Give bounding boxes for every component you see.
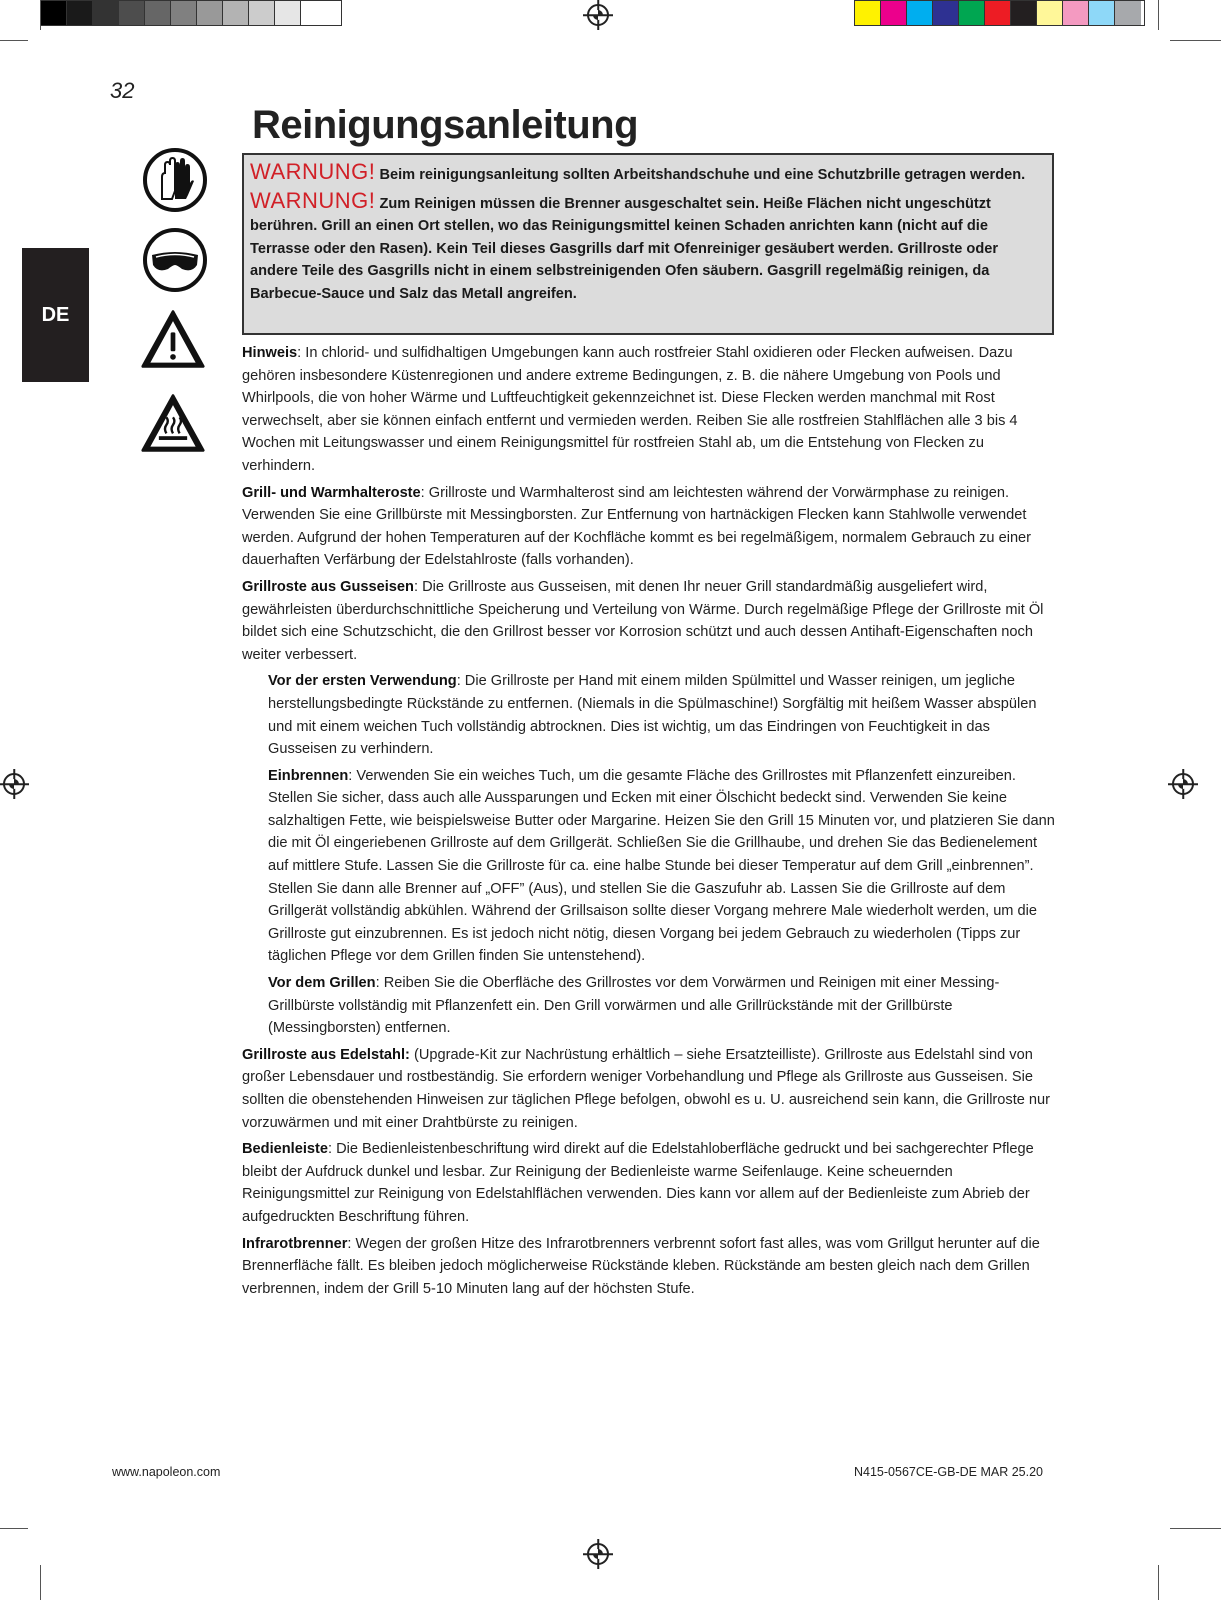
color-swatch bbox=[223, 1, 249, 25]
registration-mark-icon bbox=[587, 1543, 609, 1565]
section-grill-warmhalteroste: Grill- und Warmhalteroste: Grillroste und Warmhalterost sind am leichtesten während der Vorwärmphase zu reinigen. Verwenden Sie eine Grillbürste mit Messingborsten. Zur Entfernung von hartnäckigen Flecken kann Stahlwolle verwendet werden. Aufgrund der hohen Temperaturen auf der Kochfläche kommt es bei regelmäßigem, normalem Gebrauch zu einer dauerhaften Verfärbung der Edelstahlroste (falls vorhanden). bbox=[242, 484, 1032, 569]
color-swatch bbox=[171, 1, 197, 25]
color-swatch bbox=[1063, 1, 1089, 25]
color-swatch bbox=[119, 1, 145, 25]
section-text: (Upgrade-Kit zur Nachrüstung erhältlich – siehe Ersatzteilliste). Grillroste aus Edelstahl sind von großer Lebensdauer und rostbeständig. Sie erfordern weniger Vorbehandlung und Pflege als Grillroste aus Gusseisen. Sie sollten die obenstehenden Hinweisen zur täglichen Pflege befolgen, obwohl es u. U. ausreichend sein kann, die Grillroste nur vorzuwärmen und mit einer Drahtbürste zu reinigen. bbox=[242, 1046, 1051, 1131]
color-swatch bbox=[41, 1, 67, 25]
crop-mark bbox=[1170, 40, 1221, 41]
crop-mark bbox=[40, 1565, 41, 1600]
page-title: Reinigungsanleitung bbox=[252, 103, 639, 147]
color-swatch bbox=[907, 1, 933, 25]
registration-mark-icon bbox=[587, 4, 609, 26]
section-gusseisen: Grillroste aus Gusseisen: Die Grillroste aus Gusseisen, mit denen Ihr neuer Grill standardmäßig ausgeliefert wird, gewährleisten überdurchschnittliche Speicherung und Verteilung von Wärme. Durch regelmäßige Pflege der Grillroste mit Öl bildet sich eine Schutzschicht, die den Grillrost besser vor Korrosion schützt und auch dessen Antihaft-Eigenschaften noch weiter verbessert. bbox=[242, 578, 1044, 663]
section-edelstahl bbox=[242, 1044, 1057, 1134]
page-number: 32 bbox=[110, 78, 135, 103]
section-bedienleiste: Bedienleiste: Die Bedienleistenbeschriftung wird direkt auf die Edelstahloberfläche gedruckt und bei sachgerechter Pflege bleibt der Aufdruck dunkel und lesbar. Zur Reinigung der Bedienleiste warme Seifenlauge. Keine scheuernden Reinigungsmittel zur Reinigung von Edelstahlflächen verwenden. Dies kann vor allem auf der Bedienleiste zum Abrieb der aufgedruckten Beschriftung führen. bbox=[242, 1141, 1034, 1225]
color-swatch bbox=[959, 1, 985, 25]
registration-mark-icon bbox=[1172, 773, 1194, 795]
warning-label: WARNUNG! bbox=[250, 159, 376, 184]
section-heading: Vor der ersten Verwendung bbox=[268, 673, 457, 690]
color-swatch bbox=[1115, 1, 1141, 25]
section-heading: Grillroste aus Gusseisen bbox=[242, 578, 414, 595]
color-swatch bbox=[301, 1, 327, 25]
color-swatch bbox=[145, 1, 171, 25]
color-swatch bbox=[985, 1, 1011, 25]
section-text: In chlorid- und sulfidhaltigen Umgebungen kann auch rostfreier Stahl oxidieren oder Flecken aufweisen. Dazu gehören insbesondere Küstenregionen und andere extreme Bedingungen, z. B. die nähere Umgebung von Pools und Whirlpools, die von hoher Wärme und Luftfeuchtigkeit gekennzeichnet ist. Diese Flecken werden manchmal mit Rost verwechselt, aber sie können einfach entfernt und vermieden werden. Reiben Sie alle rostfreien Stahlflächen alle 3 bis 4 Wochen mit Leitungswasser und einem Reinigungsmittel für rostfreien Stahl ab, um die Entstehung von Flecken zu verhindern. bbox=[242, 345, 1018, 474]
section-heading: Grill- und Warmhalteroste bbox=[242, 484, 421, 501]
color-swatch bbox=[1037, 1, 1063, 25]
section-heading: Grillroste aus Edelstahl: bbox=[242, 1046, 410, 1063]
section-heading: Hinweis bbox=[242, 345, 298, 361]
section-hinweis: Hinweis: In chlorid- und sulfidhaltigen Umgebungen kann auch rostfreier Stahl oxidieren oder Flecken aufweisen. Dazu gehören insbesondere Küstenregionen und andere extreme Bedingungen, z. B. die nähere Umgebung von Pools und Whirlpools, die von hoher Wärme und Luftfeuchtigkeit gekennzeichnet ist. Diese Flecken werden manchmal mit Rost verwechselt, aber sie können einfach entfernt und vermieden werden. Reiben Sie alle rostfreien Stahlflächen alle 3 bis 4 Wochen mit Leitungswasser und einem Reinigungsmittel für rostfreien Stahl ab, um die Entstehung von Flecken zu verhindern. bbox=[242, 345, 1018, 474]
section-heading: Einbrennen bbox=[268, 767, 349, 784]
gloves-icon bbox=[142, 147, 208, 213]
section-text: Verwenden Sie ein weiches Tuch, um die gesamte Fläche des Grillrostes mit Pflanzenfett einzureiben. Stellen Sie sicher, dass auch alle Aussparungen und Ecken mit einer Ölschicht bedeckt sind. Verwenden Sie keine salzhaltigen Fette, wie beispielsweise Butter oder Margarine. Heizen Sie den Grill 15 Minuten vor, und platzieren Sie dann die mit Öl eingeriebenen Grillroste auf dem Grillgerät. Schließen Sie die Grillhaube, und drehen Sie das Bedienelement auf mittlere Stufe. Lassen Sie die Grillroste für ca. eine halbe Stunde bei dieser Temperatur auf dem Grill „einbrennen”. Stellen Sie dann alle Brenner auf „OFF” (Aus), und stellen Sie die Gaszufuhr ab. Lassen Sie die Grillroste auf dem Grillgerät vollständig abkühlen. Während der Grillsaison sollte dieser Vorgang mehrere Male wiederholt werden, um die Grillroste gut einzubrennen. Es ist jedoch nicht nötig, diesen Vorgang bei jedem Gebrauch zu wiederholen (Tipps zur täglichen Pflege vor dem Grillen finden Sie untenstehend). bbox=[268, 767, 1055, 965]
grayscale-color-bar bbox=[40, 0, 342, 26]
section-heading: Bedienleiste bbox=[242, 1141, 328, 1158]
body-text bbox=[242, 342, 1057, 1304]
section-heading: Vor dem Grillen bbox=[268, 975, 376, 992]
footer-website: www.napoleon.com bbox=[112, 1465, 221, 1479]
color-swatch bbox=[881, 1, 907, 25]
color-swatch bbox=[67, 1, 93, 25]
section-text: Die Bedienleistenbeschriftung wird direkt auf die Edelstahloberfläche gedruckt und bei sachgerechter Pflege bleibt der Aufdruck dunkel und lesbar. Zur Reinigung der Bedienleiste warme Seifenlauge. Keine scheuernden Reinigungsmittel zur Reinigung von Edelstahlflächen verwenden. Dies kann vor allem auf der Bedienleiste zum Abrieb der aufgedruckten Beschriftung führen. bbox=[242, 1141, 1034, 1225]
section-text: Grillroste und Warmhalterost sind am leichtesten während der Vorwärmphase zu reinigen. Verwenden Sie eine Grillbürste mit Messingborsten. Zur Entfernung von hartnäckigen Flecken kann Stahlwolle verwendet werden. Aufgrund der hohen Temperaturen auf der Kochfläche kommt es bei regelmäßigem, normalem Gebrauch zu einer dauerhaften Verfärbung der Edelstahlroste (falls vorhanden). bbox=[242, 484, 1032, 569]
registration-mark-icon bbox=[3, 773, 25, 795]
warning-label: WARNUNG! bbox=[250, 187, 376, 213]
color-swatch bbox=[249, 1, 275, 25]
safety-glasses-icon bbox=[142, 227, 208, 293]
warning-text: Zum Reinigen müssen die Brenner ausgeschaltet sein. Heiße Flächen nicht ungeschützt berühren. Grill an einen Ort stellen, wo das Reinigungsmittel keinen Schaden anrichten kann (nicht auf die Terrasse oder den Rasen). Kein Teil dieses Gasgrills darf mit Ofenreiniger gesäubert werden. Grillroste oder andere Teile des Gasgrills nicht in einem selbstreinigenden Ofen säubern. Gasgrill regelmäßig reinigen, da Barbecue-Sauce und Salz das Metall angreifen. bbox=[250, 195, 999, 302]
color-swatch bbox=[197, 1, 223, 25]
warning-text: Beim reinigungsanleitung sollten Arbeitshandschuhe und eine Schutzbrille getragen werden. bbox=[379, 167, 1026, 183]
section-text: Die Grillroste per Hand mit einem milden Spülmittel und Wasser reinigen, um jegliche herstellungsbedingte Rückstände zu entfernen. (Niemals in die Spülmaschine!) Sorgfältig mit heißem Wasser abspülen und mit einem weichen Tuch vollständig abtrocknen. Dies ist wichtig, um das Eindringen von Feuchtigkeit in das Gusseisen zu verhindern. bbox=[268, 673, 1037, 758]
color-swatch bbox=[855, 1, 881, 25]
warning-2 bbox=[250, 187, 1044, 306]
crop-mark bbox=[0, 1528, 28, 1529]
language-tab: DE bbox=[22, 248, 89, 382]
crop-mark bbox=[1170, 1528, 1221, 1529]
color-swatch bbox=[1011, 1, 1037, 25]
section-einbrennen: Einbrennen: Verwenden Sie ein weiches Tuch, um die gesamte Fläche des Grillrostes mit Pflanzenfett einzureiben. Stellen Sie sicher, dass auch alle Aussparungen und Ecken mit einer Ölschicht bedeckt sind. Verwenden Sie keine salzhaltigen Fette, wie beispielsweise Butter oder Margarine. Heizen Sie den Grill 15 Minuten vor, und platzieren Sie dann die mit Öl eingeriebenen Grillroste auf dem Grillgerät. Schließen Sie die Grillhaube, und drehen Sie das Bedienelement auf mittlere Stufe. Lassen Sie die Grillroste für ca. eine halbe Stunde bei dieser Temperatur auf dem Grill „einbrennen”. Stellen Sie dann alle Brenner auf „OFF” (Aus), und stellen Sie die Gaszufuhr ab. Lassen Sie die Grillroste auf dem Grillgerät vollständig abkühlen. Während der Grillsaison sollte dieser Vorgang mehrere Male wiederholt werden, um die Grillroste gut einzubrennen. Es ist jedoch nicht nötig, diesen Vorgang bei jedem Gebrauch zu wiederholen (Tipps zur täglichen Pflege vor dem Grillen finden Sie untenstehend). bbox=[268, 767, 1055, 965]
color-swatch bbox=[933, 1, 959, 25]
section-vor-dem-grillen: Vor dem Grillen: Reiben Sie die Oberfläche des Grillrostes vor dem Vorwärmen und Reinigen mit einer Messing-Grillbürste vollständig mit Pflanzenfett ein. Den Grill vorwärmen und alle Grillrückstände mit der Grillbürste (Messingborsten) entfernen. bbox=[268, 975, 1000, 1037]
section-heading: Infrarotbrenner bbox=[242, 1235, 348, 1252]
section-text: Reiben Sie die Oberfläche des Grillrostes vor dem Vorwärmen und Reinigen mit einer Messing-Grillbürste vollständig mit Pflanzenfett ein. Den Grill vorwärmen und alle Grillrückstände mit der Grillbürste (Messingborsten) entfernen. bbox=[268, 975, 1000, 1037]
crop-mark bbox=[1158, 0, 1159, 30]
section-text: Wegen der großen Hitze des Infrarotbrenners verbrennt sofort fast alles, was vom Grillgut herunter auf die Brennerfläche fällt. Es bleiben jedoch möglicherweise Rückstände kleben. Rückstände am besten gleich nach dem Grillen verbrennen, indem der Grill 5-10 Minuten lang auf der höchsten Stufe. bbox=[242, 1235, 1040, 1297]
color-swatch bbox=[1089, 1, 1115, 25]
crop-mark bbox=[40, 0, 41, 30]
section-text: Die Grillroste aus Gusseisen, mit denen Ihr neuer Grill standardmäßig ausgeliefert wird, gewährleisten überdurchschnittliche Speicherung und Verteilung von Wärme. Durch regelmäßige Pflege der Grillroste mit Öl bildet sich eine Schutzschicht, die den Grillrost besser vor Korrosion schützt und auch dessen Antihaft-Eigenschaften noch weiter verbessert. bbox=[242, 578, 1044, 663]
crop-mark bbox=[1158, 1565, 1159, 1600]
warning-box bbox=[242, 153, 1054, 335]
section-infrarotbrenner: Infrarotbrenner: Wegen der großen Hitze des Infrarotbrenners verbrennt sofort fast alles, was vom Grillgut herunter auf die Brennerfläche fällt. Es bleiben jedoch möglicherweise Rückstände kleben. Rückstände am besten gleich nach dem Grillen verbrennen, indem der Grill 5-10 Minuten lang auf der höchsten Stufe. bbox=[242, 1235, 1040, 1297]
warning-1 bbox=[250, 161, 1044, 187]
footer-doc-code: N415-0567CE-GB-DE MAR 25.20 bbox=[854, 1465, 1043, 1479]
color-swatch bbox=[93, 1, 119, 25]
warning-triangle-icon bbox=[140, 306, 206, 372]
section-erste-verwendung: Vor der ersten Verwendung: Die Grillroste per Hand mit einem milden Spülmittel und Wasser reinigen, um jegliche herstellungsbedingte Rückstände zu entfernen. (Niemals in die Spülmaschine!) Sorgfältig mit heißem Wasser abspülen und mit einem weichen Tuch vollständig abtrocknen. Dies ist wichtig, um das Eindringen von Feuchtigkeit in das Gusseisen zu verhindern. bbox=[268, 673, 1037, 758]
color-swatch bbox=[275, 1, 301, 25]
process-color-bar bbox=[854, 0, 1145, 26]
hot-surface-icon bbox=[140, 390, 206, 456]
crop-mark bbox=[0, 40, 28, 41]
